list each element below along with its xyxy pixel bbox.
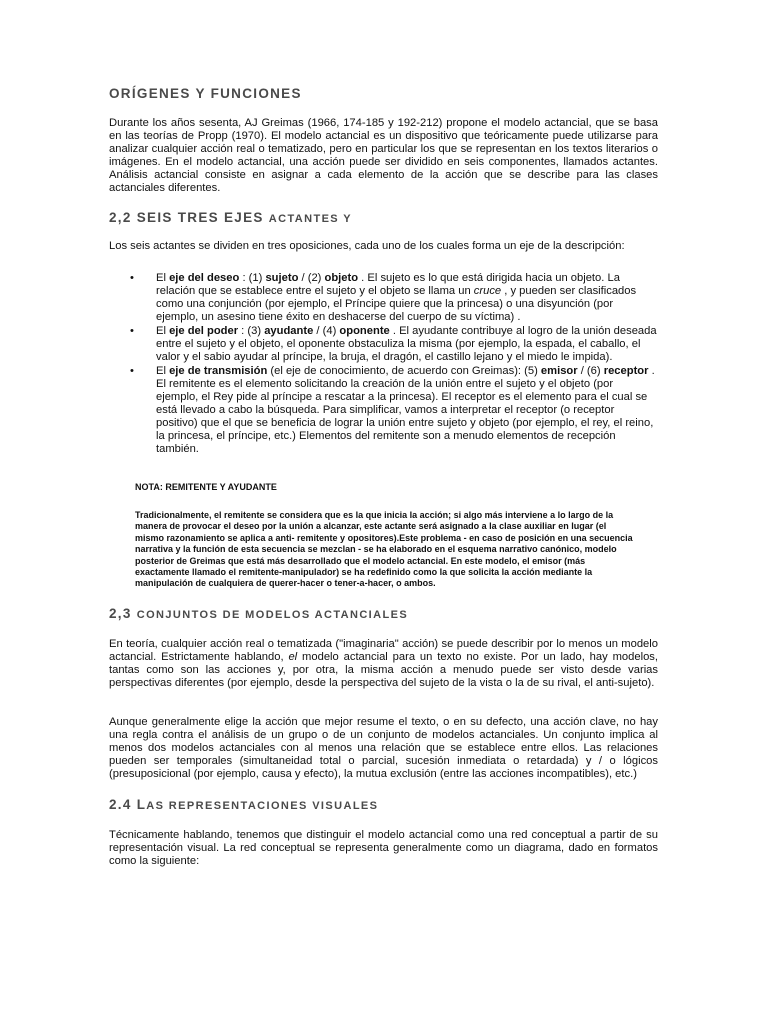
actant-name: receptor xyxy=(603,365,649,377)
heading-small-caps-text: AS REPRESENTACIONES VISUALES xyxy=(146,800,379,812)
actant-name: oponente xyxy=(339,325,390,337)
heading-origenes xyxy=(109,86,658,102)
item-text: . El remitente es el elemento solicitando la creación de la unión entre el sujeto y el objeto (por ejemplo, el Rey pide al príncipe a rescatar a la princesa). El receptor es el elemento para el cual se está llevado a cabo la búsqueda. Para simplificar, vamos a interpretar el receptor (o receptor positivo) que el que se beneficia de lograr la unión entre sujeto y objeto (por ejemplo, el rey, el reino, la princesa, el príncipe, etc.) Elementos del remitente son a menudo elementos de recepción también. xyxy=(156,365,655,455)
actant-name: ayudante xyxy=(264,325,314,337)
actant-name: sujeto xyxy=(265,272,299,284)
paragraph-conjuntos-1 xyxy=(109,638,658,690)
note-body: Tradicionalmente, el remitente se considera que es la que inicia la acción; si algo más interviene a lo largo de la manera de provocar el deseo por la unión a alcanzar, este actante será asignado a la clase auxiliar en lugar (el mismo razonamiento se aplica a anti- remitente y opositores).Este problema - en caso de posición en una secuencia narrativa y la función de esta secuencia se mezclan - se ha elaborado en el esquema narrativo canónico, modelo posterior de Greimas que está más desarrollado que el modelo actancial. En este modelo, el emisor (más exactamente llamado el remitente-manipulador) se ha redefinido como la que solicita la acción mediante la manipulación de cualquiera de querer-hacer o tener-a-hacer, o ambos. xyxy=(135,510,633,589)
actant-name: objeto xyxy=(324,272,359,284)
heading-2-3 xyxy=(109,606,658,623)
paragraph-text: En teoría, cualquier acción real o tematizada ("imaginaria" acción) se puede describir por lo menos un modelo actancial. Estrictamente hablando, xyxy=(109,638,658,664)
item-text: . El ayudante contribuye al logro de la unión deseada entre el sujeto y el objeto, el oponente obstaculiza la misma (por ejemplo, la espada, el caballo, el valor y el sabio ayudar al príncipe, la bruja, el dragón, el castillo lejano y el miedo le impida). xyxy=(156,325,657,363)
item-text: . El sujeto es lo que está dirigida hacia un objeto. La relación que se establece entre el sujeto y el objeto se llama un xyxy=(156,272,620,297)
heading-small-caps-text: CONJUNTOS DE MODELOS ACTANCIALES xyxy=(136,609,409,621)
actant-name: emisor xyxy=(540,365,578,377)
axis-name: eje de transmisión xyxy=(169,365,268,377)
heading-small-caps-text: ACTANTES Y xyxy=(268,213,353,225)
heading-main-text: 2.4 L xyxy=(109,797,147,812)
item-text: / (2) xyxy=(298,272,325,284)
heading-2-2 xyxy=(109,210,658,227)
emphasized-term: el xyxy=(288,651,298,664)
list-item-eje-poder xyxy=(130,325,658,364)
heading-2-4 xyxy=(109,797,658,814)
item-text: / (6) xyxy=(577,365,604,377)
item-text: : (3) xyxy=(238,325,265,337)
heading-main-text: 2,2 SEIS TRES EJES xyxy=(109,210,269,225)
axis-name: eje del poder xyxy=(169,325,239,337)
paragraph-representaciones: Técnicamente hablando, tenemos que distinguir el modelo actancial como una red conceptual a partir de su representación visual. La red conceptual se representa generalmente como un diagrama, dado en formatos como la siguiente: xyxy=(109,829,658,868)
item-text: El xyxy=(156,272,170,284)
paragraph-conjuntos-2: Aunque generalmente elige la acción que mejor resume el texto, o en su defecto, una acción clave, no hay una regla contra el análisis de un grupo o de un conjunto de modelos actanciales. Un conjunto implica al menos dos modelos actanciales con al menos una relación que se establece entre ellos. Las relaciones pueden ser temporales (simultaneidad total o parcial, sucesión inmediata o retardada) y / o lógicos (presuposicional (por ejemplo, causa y efecto), la mutua exclusión (entre las acciones incompatibles), etc.) xyxy=(109,716,658,781)
item-text: : (1) xyxy=(239,272,266,284)
list-item-eje-deseo xyxy=(130,272,658,324)
item-text: / (4) xyxy=(313,325,340,337)
heading-main-text: 2,3 xyxy=(109,606,137,621)
paragraph-origenes: Durante los años sesenta, AJ Greimas (1966, 174-185 y 192-212) propone el modelo actancial, que se basa en las teorías de Propp (1970). El modelo actancial es un dispositivo que teóricamente puede utilizarse para analizar cualquier acción real o tematizado, pero en particular los que se representan en los textos literarios o imágenes. En el modelo actancial, una acción puede ser dividido en seis componentes, llamados actantes. Análisis actancial consiste en asignar a cada elemento de la acción que se describe para las clases actanciales diferentes. xyxy=(109,117,658,195)
paragraph-intro-actantes: Los seis actantes se dividen en tres oposiciones, cada uno de los cuales forma un eje de la descripción: xyxy=(109,240,625,252)
paragraph-text: modelo actancial para un texto no existe. Por un lado, hay modelos, tantas como son las acciones y, por otra, la misma acción a menudo puede ser visto desde varias perspectivas diferentes (por ejemplo, desde la perspectiva del sujeto de la vista o la de su rival, el anti-sujeto). xyxy=(109,651,658,690)
note-title: NOTA: REMITENTE Y AYUDANTE xyxy=(135,482,277,492)
axis-name: eje del deseo xyxy=(169,272,240,284)
item-text: , y pueden ser clasificados como una conjunción (por ejemplo, el Príncipe quiere que la princesa) o una disyunción (por ejemplo, un asesino tiene éxito en deshacerse del cuerpo de su víctima) . xyxy=(156,285,637,323)
emphasized-term: cruce xyxy=(473,285,502,297)
bullet-icon: • xyxy=(130,272,134,284)
bullet-icon: • xyxy=(130,365,134,377)
item-text: El xyxy=(156,325,170,337)
item-text: (el eje de conocimiento, de acuerdo con Greimas): (5) xyxy=(267,365,541,377)
item-text: El xyxy=(156,365,170,377)
list-item-eje-transmision xyxy=(130,365,658,456)
axes-list xyxy=(130,272,658,457)
bullet-icon: • xyxy=(130,325,134,337)
heading-text: ORÍGENES Y FUNCIONES xyxy=(109,86,302,101)
